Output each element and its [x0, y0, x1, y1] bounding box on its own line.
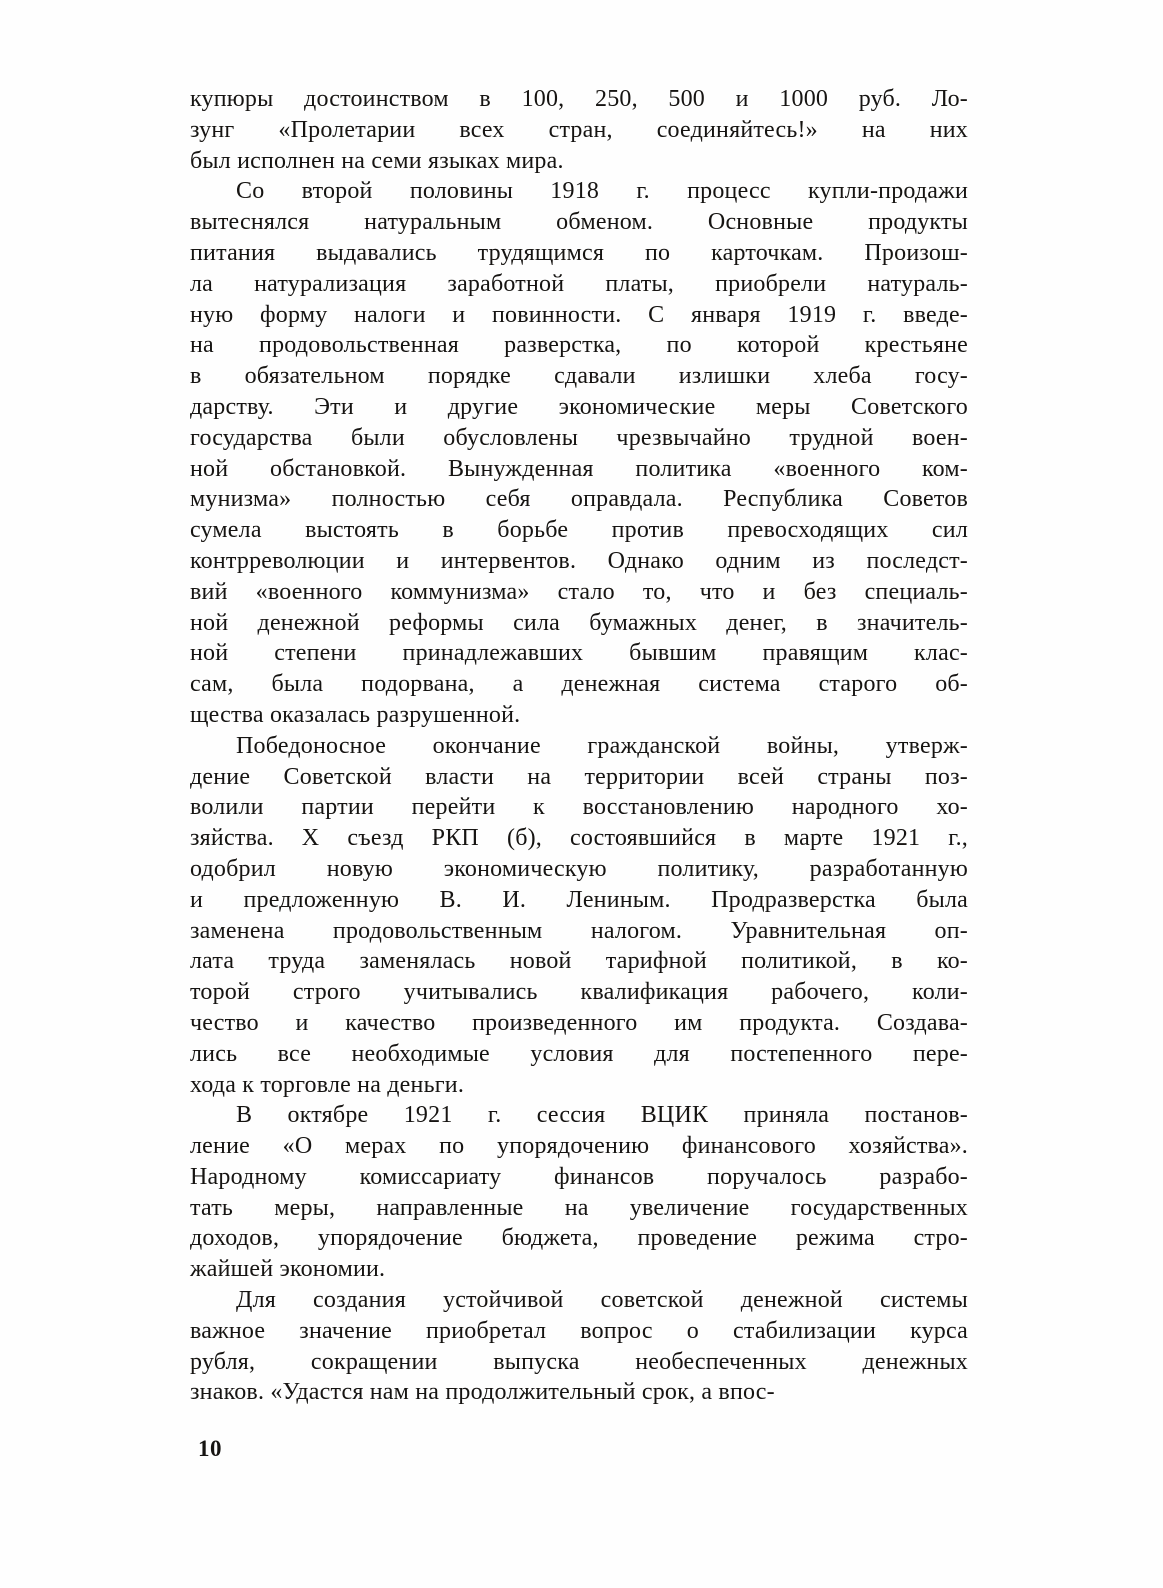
text-line: волили партии перейти к восстановлению народного хо- — [190, 794, 968, 821]
text-line: на продовольственная разверстка, по которой крестьяне — [190, 332, 968, 359]
text-line: заменена продовольственным налогом. Уравнительная оп- — [190, 917, 968, 944]
text-line: вий «военного коммунизма» стало то, что и без специаль- — [190, 578, 968, 605]
text-line: В октябре 1921 г. сессия ВЦИК приняла постанов- — [236, 1102, 968, 1129]
text-line: купюры достоинством в 100, 250, 500 и 1000 руб. Ло- — [190, 86, 968, 112]
text-line: одобрил новую экономическую политику, разработанную — [190, 855, 968, 882]
text-line: ла натурализация заработной платы, приобрели натураль- — [190, 270, 968, 297]
page-text — [190, 84, 968, 1408]
page-number: 10 — [198, 1436, 222, 1461]
text-line: в обязательном порядке сдавали излишки хлеба госу- — [190, 363, 968, 390]
text-line: важное значение приобретал вопрос о стабилизации курса — [190, 1317, 968, 1344]
text-line: ной обстановкой. Вынужденная политика «военного ком- — [190, 455, 968, 482]
text-line: Со второй половины 1918 г. процесс купли-продажи — [236, 178, 968, 205]
paragraph — [190, 731, 968, 1101]
text-line: сумела выстоять в борьбе против превосходящих сил — [190, 517, 968, 544]
text-line: Народному комиссариату финансов поручалось разрабо- — [190, 1163, 968, 1190]
text-line: и предложенную В. И. Лениным. Продразверстка была — [190, 886, 968, 913]
text-line: контрреволюции и интервентов. Однако одним из последст- — [190, 547, 968, 574]
text-line: хода к торговле на деньги. — [190, 1071, 465, 1098]
text-line: жайшей экономии. — [190, 1256, 386, 1283]
text-line: зяйства. X съезд РКП (б), состоявшийся в марте 1921 г., — [190, 825, 968, 852]
text-line: ной степени принадлежавших бывшим правящим клас- — [190, 640, 968, 667]
text-line: сам, была подорвана, а денежная система старого об- — [190, 671, 968, 698]
text-line: лата труда заменялась новой тарифной политикой, в ко- — [190, 948, 968, 975]
text-line: чество и качество произведенного им продукта. Создава- — [190, 1009, 968, 1036]
text-line: мунизма» полностью себя оправдала. Республика Советов — [190, 486, 968, 513]
text-line: дарству. Эти и другие экономические меры Советского — [190, 393, 968, 420]
text-line: знаков. «Удастся нам на продолжительный срок, а впос- — [190, 1379, 775, 1406]
text-line: рубля, сокращении выпуска необеспеченных денежных — [190, 1348, 968, 1375]
text-line: доходов, упорядочение бюджета, проведение режима стро- — [190, 1225, 968, 1252]
text-line: щества оказалась разрушенной. — [190, 701, 521, 728]
paragraph — [190, 1100, 968, 1285]
text-line: лись все необходимые условия для постепенного пере- — [190, 1040, 968, 1067]
paragraph — [190, 84, 968, 176]
text-line: ление «О мерах по упорядочению финансового хозяйства». — [190, 1133, 968, 1160]
paragraph — [190, 1285, 968, 1408]
text-line: ной денежной реформы сила бумажных денег, в значитель- — [190, 609, 968, 636]
text-line: ную форму налоги и повинности. С января 1919 г. введе- — [190, 301, 968, 328]
text-line: дение Советской власти на территории всей страны поз- — [190, 763, 968, 790]
text-line: был исполнен на семи языках мира. — [190, 147, 564, 174]
text-line: тать меры, направленные на увеличение государственных — [190, 1194, 968, 1221]
paragraph — [190, 176, 968, 730]
text-line: Для создания устойчивой советской денежной системы — [236, 1287, 968, 1314]
text-line: питания выдавались трудящимся по карточкам. Произош- — [190, 239, 968, 266]
text-line: торой строго учитывались квалификация рабочего, коли- — [190, 979, 968, 1006]
text-line: зунг «Пролетарии всех стран, соединяйтесь!» на них — [190, 116, 968, 143]
text-line: государства были обусловлены чрезвычайно трудной воен- — [190, 424, 968, 451]
text-line: вытеснялся натуральным обменом. Основные продукты — [190, 209, 968, 236]
text-line: Победоносное окончание гражданской войны, утверж- — [236, 732, 968, 759]
